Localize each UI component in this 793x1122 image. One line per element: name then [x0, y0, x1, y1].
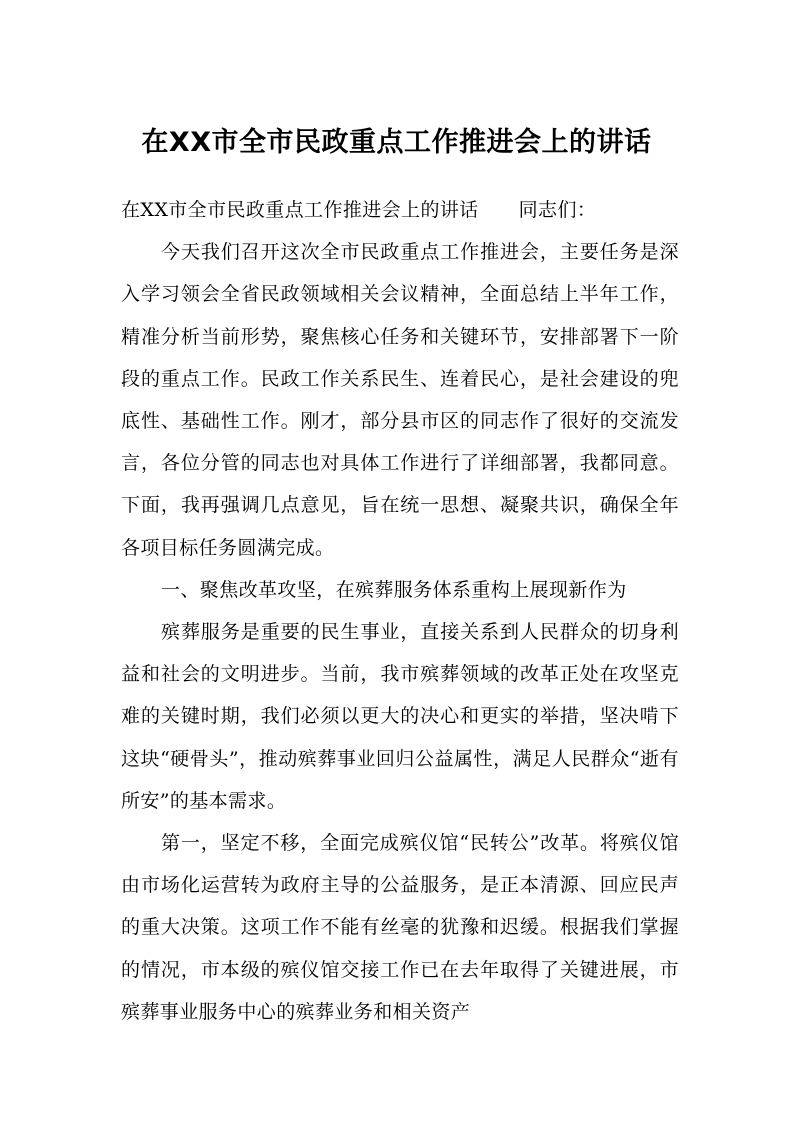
- salutation: 同志们：: [518, 199, 597, 221]
- section-heading-1: 一、聚焦改革攻坚，在殡葬服务体系重构上展现新作为: [161, 578, 627, 601]
- paragraph-funeral-service: 殡葬服务是重要的民生事业，直接关系到人民群众的切身利益和社会的文明进步。当前，我市殡葬领域的改革正处在攻坚克难的关键时期，我们必须以更大的决心和更实的举措，坚决啃下这块“硬骨头”，推动殡葬事业回归公益属性，满足人民群众“逝有所安”的基本需求。: [121, 621, 679, 812]
- document-title: 在XX市全市民政重点工作推进会上的讲话: [141, 127, 652, 158]
- paragraph-intro: 今天我们召开这次全市民政重点工作推进会，主要任务是深入学习领会全省民政领域相关会议精神，全面总结上半年工作，精准分析当前形势，聚焦核心任务和关键环节，安排部署下一阶段的重点工作。民政工作关系民生、连着民心，是社会建设的兜底性、基础性工作。刚才，部分县市区的同志作了很好的交流发言，各位分管的同志也对具体工作进行了详细部署，我都同意。下面，我再强调几点意见，旨在统一思想、凝聚共识，确保全年各项目标任务圆满完成。: [121, 241, 679, 559]
- lead-title: 在XX市全市民政重点工作推进会上的讲话: [121, 199, 479, 221]
- lead-line: [121, 189, 679, 231]
- paragraph-reform-first: 第一，坚定不移，全面完成殡仪馆“民转公”改革。将殡仪馆由市场化运营转为政府主导的公益服务，是正本清源、回应民声的重大决策。这项工作不能有丝毫的犹豫和迟缓。根据我们掌握的情况，市本级的殡仪馆交接工作已在去年取得了关键进展，市殡葬事业服务中心的殡葬业务和相关资产: [121, 832, 679, 1023]
- document-body: [121, 189, 679, 1033]
